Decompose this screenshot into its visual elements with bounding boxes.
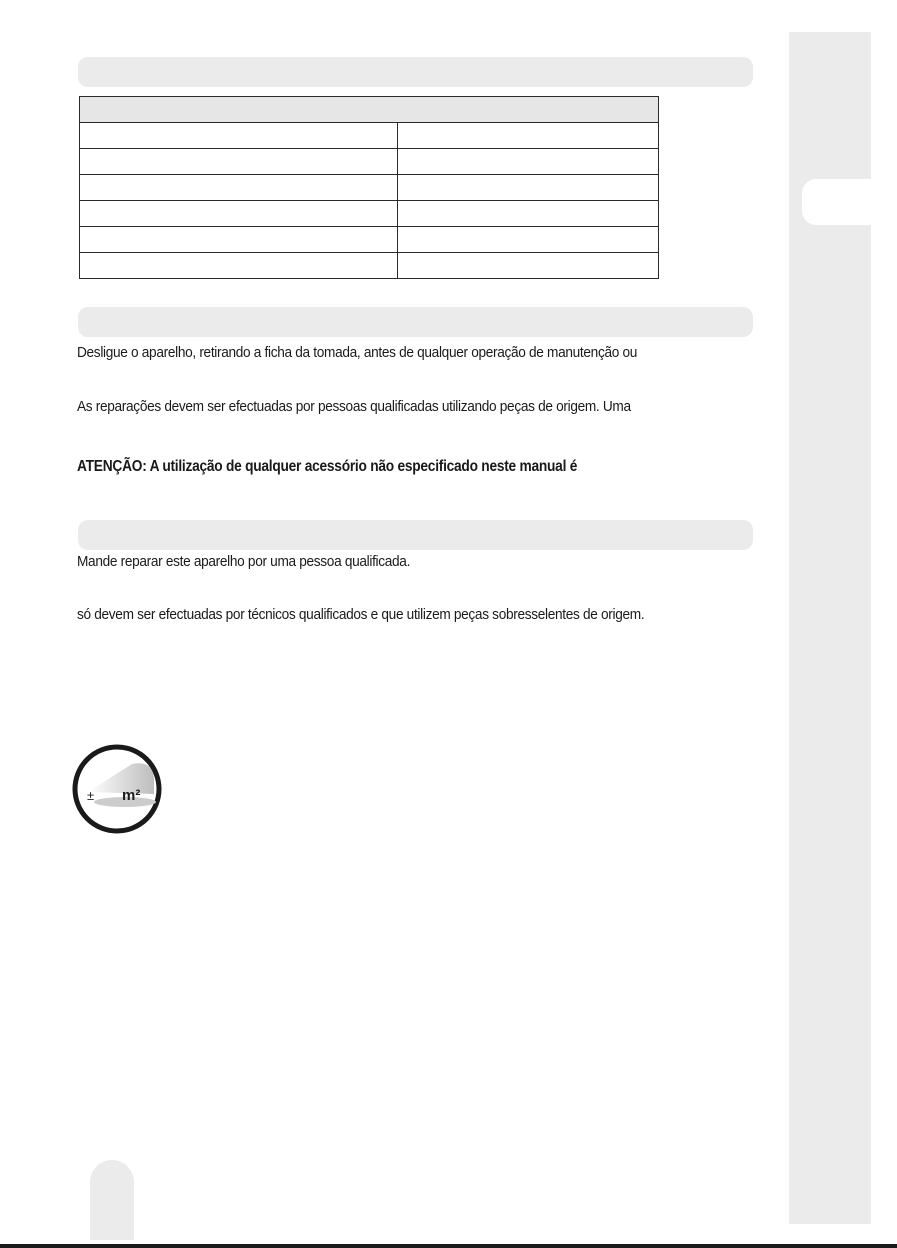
room-area-icon [70, 742, 164, 836]
repair-text-line-2: só devem ser efectuadas por técnicos qualificados e que utilizem peças sobresselentes de origem. [77, 606, 645, 623]
table-header-row [80, 97, 659, 123]
table-cell [80, 201, 398, 227]
table-row [80, 201, 659, 227]
maintenance-text-line-1: Desligue o aparelho, retirando a ficha da tomada, antes de qualquer operação de manutenção ou [77, 344, 638, 361]
table-row [80, 175, 659, 201]
table-cell [80, 149, 398, 175]
page-bottom-border [0, 1244, 897, 1248]
table-cell [398, 227, 659, 253]
table-cell [398, 149, 659, 175]
page-bottom-tab [90, 1160, 134, 1240]
table-row [80, 123, 659, 149]
table-row [80, 149, 659, 175]
table-cell [398, 175, 659, 201]
side-tab-notch [802, 179, 871, 225]
table-row [80, 227, 659, 253]
section-header-bar-specifications [78, 57, 753, 87]
warning-text: ATENÇÃO: A utilização de qualquer acessório não especificado neste manual é [77, 458, 578, 475]
section-header-bar-maintenance [78, 307, 753, 337]
table-cell [398, 201, 659, 227]
table-cell [80, 227, 398, 253]
room-area-graphic [70, 742, 164, 836]
table-header-cell [80, 97, 659, 123]
table-cell [80, 175, 398, 201]
repair-text-line-1: Mande reparar este aparelho por uma pessoa qualificada. [77, 553, 411, 570]
maintenance-text-line-2: As reparações devem ser efectuadas por pessoas qualificadas utilizando peças de origem. Uma [77, 398, 631, 415]
table-cell [80, 123, 398, 149]
table-cell [398, 123, 659, 149]
section-header-bar-repair [78, 520, 753, 550]
table-cell [80, 253, 398, 279]
square-meter-unit: m² [122, 787, 141, 804]
table-cell [398, 253, 659, 279]
plus-minus-symbol: ± [87, 788, 95, 803]
table-row [80, 253, 659, 279]
specifications-table [79, 96, 659, 279]
